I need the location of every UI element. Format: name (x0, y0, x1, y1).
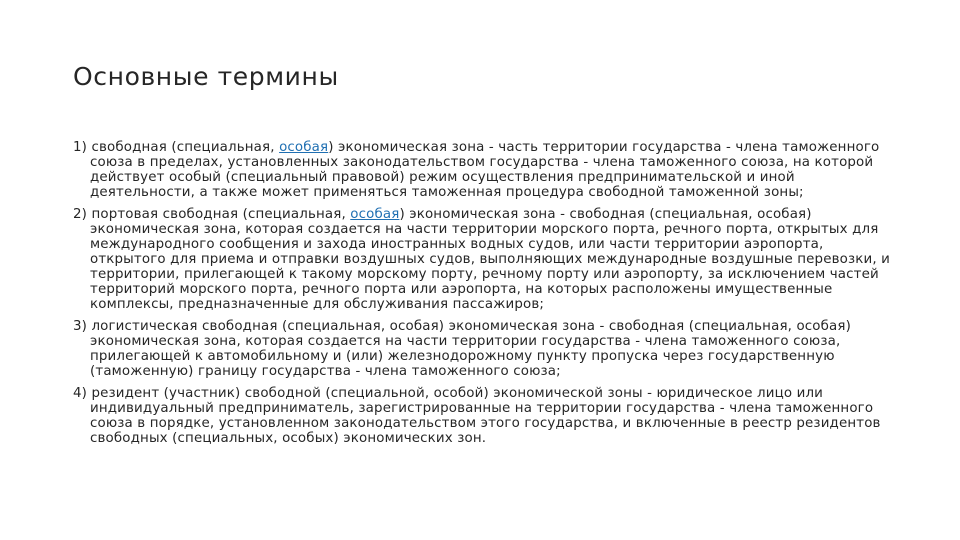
term-text: 3) логистическая свободная (специальная, особая) экономическая зона - свободная (специальная, особая) экономическая зона, которая создается на части территории государства - члена таможенного союза, прилегающей к автомобильному и (или) железнодорожному пункту пропуска через государственную (таможенную) границу государства - члена таможенного союза; (73, 319, 851, 379)
term-text: ) экономическая зона - свободная (специальная, особая) экономическая зона, которая создается на части территории морского порта, речного порта, открытых для международного сообщения и захода иностранных водных судов, или части территории аэропорта, открытого для приема и отправки воздушных судов, выполняющих международные воздушные перевозки, и территории, прилегающей к такому морскому порту, речному порту или аэропорту, за исключением частей территорий морского порта, речного порта или аэропорта, на которых расположены имущественные комплексы, предназначенные для обслуживания пассажиров; (90, 207, 890, 312)
term-text: 2) портовая свободная (специальная, (73, 207, 351, 222)
term-item-3 (73, 319, 903, 379)
slide-title: Основные термины (73, 62, 339, 91)
term-item-4 (73, 386, 903, 446)
term-hyperlink[interactable]: особая (350, 207, 400, 222)
term-item-2 (73, 207, 903, 312)
term-text: 1) свободная (специальная, (73, 140, 280, 155)
term-item-1 (73, 140, 903, 200)
term-hyperlink[interactable]: особая (279, 140, 329, 155)
term-text: 4) резидент (участник) свободной (специальной, особой) экономической зоны - юридическое лицо или индивидуальный предприниматель, зарегистрированные на территории государства - члена таможенного союза в порядке, установленном законодательством этого государства, и включенные в реестр резидентов свободных (специальных, особых) экономических зон. (73, 386, 881, 446)
term-text: ) экономическая зона - часть территории государства - члена таможенного союза в пределах, установленных законодательством государства - члена таможенного союза, на которой действует особый (специальный правовой) режим осуществления предпринимательской и иной деятельности, а также может применяться таможенная процедура свободной таможенной зоны; (90, 140, 880, 200)
slide-body (73, 140, 903, 453)
